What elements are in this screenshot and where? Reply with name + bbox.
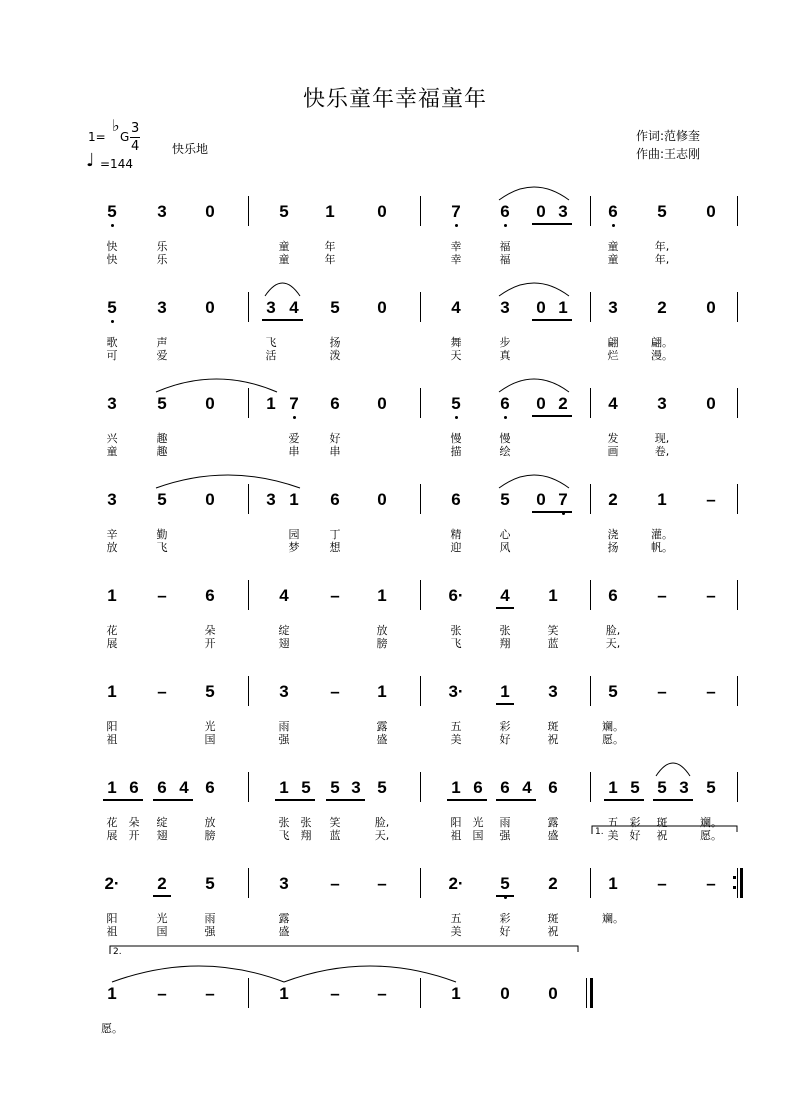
lyric-syllable: 福	[499, 240, 511, 253]
lyric-syllable: 美	[450, 733, 462, 746]
lyric-syllable: 天	[450, 349, 462, 362]
lyric-syllable: 天,	[605, 637, 621, 650]
lyric-syllable: 福	[499, 253, 511, 266]
lyric-syllable: 好	[499, 925, 511, 938]
note: 5	[101, 202, 123, 222]
lyric-syllable: 国	[156, 925, 168, 938]
volta-bracket	[592, 826, 737, 834]
lyric-syllable: 绽	[156, 816, 168, 829]
note: 5	[500, 490, 510, 509]
note: 4	[451, 298, 461, 317]
note: –	[706, 490, 716, 509]
lyric-syllable: 年,	[654, 253, 670, 266]
lyric-syllable: 放	[106, 541, 118, 554]
note: 0	[536, 394, 546, 413]
lyric-syllable: 开	[128, 829, 140, 842]
note: 4	[500, 586, 510, 605]
lyric-syllable: 放	[376, 624, 388, 637]
lyric-syllable: 斓。	[602, 912, 624, 925]
lyric-syllable: 梦	[288, 541, 300, 554]
note: 1	[377, 586, 387, 605]
note: –	[157, 586, 167, 605]
lyric-syllable: 五	[450, 912, 462, 925]
lyric-syllable: 盛	[376, 733, 388, 746]
lyric-syllable: 强	[204, 925, 216, 938]
lyric-syllable: 乐	[156, 253, 168, 266]
lyric-syllable: 乐	[156, 240, 168, 253]
lyric-syllable: 脸,	[605, 624, 621, 637]
lyric-syllable: 盛	[278, 925, 290, 938]
lyric-syllable: 迎	[450, 541, 462, 554]
note: 1	[608, 778, 618, 797]
note: –	[706, 682, 716, 701]
expression-marking: 快乐地	[172, 142, 209, 156]
lyric-syllable: 花	[106, 624, 118, 637]
lyric-syllable: 国	[472, 829, 484, 842]
lyric-syllable: 童	[278, 240, 290, 253]
slur	[156, 475, 300, 488]
lyric-syllable: 快	[106, 240, 118, 253]
lyric-syllable: 花	[106, 816, 118, 829]
note: 0	[536, 298, 546, 317]
lyric-syllable: 蓝	[329, 829, 341, 842]
lyric-syllable: 泼	[329, 349, 341, 362]
lyric-syllable: 烂	[607, 349, 619, 362]
note: 1	[289, 490, 299, 509]
note: 3·	[448, 682, 464, 701]
note: –	[706, 586, 716, 605]
note: –	[657, 682, 667, 701]
lyric-syllable: 活	[265, 349, 277, 362]
note: –	[706, 874, 716, 893]
lyric-syllable: 阳	[106, 912, 118, 925]
note: 5	[157, 490, 167, 509]
lyric-syllable: 彩	[629, 816, 641, 829]
note: 3	[500, 298, 510, 317]
note: 0	[205, 298, 215, 317]
lyric-syllable: 快	[106, 253, 118, 266]
lyric-syllable: 祝	[547, 925, 559, 938]
lyric-syllable: 膀	[376, 637, 388, 650]
note: 0	[706, 298, 716, 317]
note: 7	[552, 490, 574, 510]
lyric-syllable: 蓝	[547, 637, 559, 650]
note: 1	[325, 202, 335, 221]
lyric-syllable: 张	[499, 624, 511, 637]
lyric-syllable: 盛	[547, 829, 559, 842]
note: 1	[266, 394, 276, 413]
note: 3	[266, 490, 276, 509]
song-title: 快乐童年幸福童年	[302, 87, 487, 112]
quarter-note-icon: ♩	[86, 150, 95, 171]
lyric-syllable: 天,	[374, 829, 390, 842]
note: 5	[330, 778, 340, 797]
volta-bracket	[110, 946, 578, 954]
note: 3	[279, 874, 289, 893]
slur	[499, 187, 569, 200]
lyric-syllable: 五	[607, 816, 619, 829]
lyric-syllable: 童	[607, 253, 619, 266]
note: 2	[558, 394, 568, 413]
lyric-syllable: 愿。	[602, 733, 624, 746]
lyric-syllable: 爱	[156, 349, 168, 362]
note: 0	[706, 202, 716, 221]
lyric-syllable: 祖	[450, 829, 462, 842]
lyric-syllable: 强	[278, 733, 290, 746]
composer-credit: 作曲:王志刚	[636, 147, 701, 161]
lyric-syllable: 可	[106, 349, 118, 362]
lyric-syllable: 飞	[450, 637, 462, 650]
note: 6	[473, 778, 483, 797]
note: 6	[494, 202, 516, 222]
slur	[112, 966, 456, 982]
lyric-syllable: 笑	[547, 624, 559, 637]
note: 1	[107, 682, 117, 701]
lyric-syllable: 描	[450, 445, 462, 458]
lyric-syllable: 精	[450, 528, 462, 541]
lyric-syllable: 阳	[106, 720, 118, 733]
lyric-syllable: 漫。	[651, 349, 673, 362]
note: 1	[451, 778, 461, 797]
note: 4	[279, 586, 289, 605]
note: 1	[107, 984, 117, 1003]
note: 5	[377, 778, 387, 797]
lyric-syllable: 发	[607, 432, 619, 445]
lyric-syllable: 朵	[204, 624, 216, 637]
slur	[499, 475, 569, 488]
lyric-syllable: 展	[106, 637, 118, 650]
note: 4	[179, 778, 189, 797]
note: 1	[558, 298, 568, 317]
lyric-syllable: 翔	[300, 829, 312, 842]
slur	[499, 283, 569, 296]
note: –	[205, 984, 215, 1003]
slur	[499, 379, 569, 392]
lyric-syllable: 美	[607, 829, 619, 842]
lyric-syllable: 绘	[499, 445, 511, 458]
lyric-syllable: 灌。	[651, 528, 673, 541]
lyric-syllable: 扬	[607, 541, 619, 554]
note: 4	[522, 778, 532, 797]
note: 3	[107, 490, 117, 509]
note: 0	[377, 202, 387, 221]
lyric-syllable: 童	[106, 445, 118, 458]
note: –	[330, 984, 340, 1003]
note: 0	[377, 298, 387, 317]
note: 3	[279, 682, 289, 701]
lyric-syllable: 年	[324, 240, 336, 253]
key-prefix: 1=	[88, 130, 106, 144]
lyric-syllable: 张	[300, 816, 312, 829]
note: –	[657, 586, 667, 605]
lyric-syllable: 膀	[204, 829, 216, 842]
note: 3	[266, 298, 276, 317]
note: 5	[630, 778, 640, 797]
lyric-syllable: 绽	[278, 624, 290, 637]
note: 5	[494, 874, 516, 894]
note: 7	[445, 202, 467, 222]
lyric-syllable: 帆。	[651, 541, 673, 554]
lyricist-credit: 作词:范修奎	[636, 129, 701, 143]
note: 2	[657, 298, 667, 317]
key-letter: G	[120, 130, 130, 144]
lyric-syllable: 飞	[265, 336, 277, 349]
note: 6	[548, 778, 558, 797]
note: 6	[608, 586, 618, 605]
lyric-syllable: 童	[278, 253, 290, 266]
lyric-syllable: 浇	[607, 528, 619, 541]
note: 0	[377, 394, 387, 413]
lyric-syllable: 雨	[204, 912, 216, 925]
lyric-syllable: 露	[278, 912, 290, 925]
note: 6	[205, 778, 215, 797]
note: 0	[205, 394, 215, 413]
lyric-syllable: 现,	[654, 432, 670, 445]
tempo-marking: =144	[100, 157, 133, 171]
lyric-syllable: 想	[329, 541, 341, 554]
lyric-syllable: 趣	[156, 432, 168, 445]
volta-number: 2.	[113, 947, 122, 957]
note: 1	[377, 682, 387, 701]
note: 5	[657, 778, 667, 797]
lyric-syllable: 兴	[106, 432, 118, 445]
lyric-syllable: 阳	[450, 816, 462, 829]
note: 0	[205, 202, 215, 221]
lyric-syllable: 园	[288, 528, 300, 541]
note: 1	[548, 586, 558, 605]
lyric-syllable: 慢	[499, 432, 511, 445]
lyric-syllable: 光	[156, 912, 168, 925]
lyric-syllable: 翔	[499, 637, 511, 650]
note: 6	[129, 778, 139, 797]
time-signature-bottom: 4	[131, 139, 140, 154]
lyric-syllable: 展	[106, 829, 118, 842]
lyric-syllable: 步	[499, 336, 511, 349]
lyric-syllable: 飞	[278, 829, 290, 842]
note: 5	[445, 394, 467, 414]
note: 6	[500, 778, 510, 797]
lyric-syllable: 斑	[547, 912, 559, 925]
note: 6·	[448, 586, 464, 605]
note: 3	[548, 682, 558, 701]
lyric-syllable: 慢	[450, 432, 462, 445]
note: 4	[608, 394, 618, 413]
lyric-syllable: 舞	[450, 336, 462, 349]
lyric-syllable: 放	[204, 816, 216, 829]
note: 0	[377, 490, 387, 509]
lyric-syllable: 丁	[329, 528, 341, 541]
lyric-syllable: 光	[472, 816, 484, 829]
note: 6	[451, 490, 461, 509]
lyric-syllable: 翅	[156, 829, 168, 842]
note: 6	[602, 202, 624, 222]
lyric-syllable: 风	[499, 541, 511, 554]
lyric-syllable: 祝	[547, 733, 559, 746]
lyric-syllable: 串	[288, 445, 300, 458]
lyric-syllable: 美	[450, 925, 462, 938]
time-signature-top: 3	[131, 121, 140, 136]
note: 5	[301, 778, 311, 797]
note: –	[330, 586, 340, 605]
lyric-syllable: 好	[499, 733, 511, 746]
note: 2	[548, 874, 558, 893]
note: 6	[494, 394, 516, 414]
lyric-syllable: 愿。	[101, 1022, 123, 1035]
note: 3	[157, 202, 167, 221]
lyric-syllable: 斑	[656, 816, 668, 829]
note: 6	[205, 586, 215, 605]
lyric-syllable: 朵	[128, 816, 140, 829]
note: –	[377, 984, 387, 1003]
slur	[656, 763, 690, 776]
lyric-syllable: 好	[329, 432, 341, 445]
lyric-syllable: 斓。	[700, 816, 722, 829]
lyric-syllable: 祖	[106, 733, 118, 746]
note: 5	[205, 682, 215, 701]
lyric-syllable: 雨	[278, 720, 290, 733]
lyric-syllable: 雨	[499, 816, 511, 829]
note: 5	[205, 874, 215, 893]
note: 2·	[104, 874, 120, 893]
lyric-syllable: 串	[329, 445, 341, 458]
note: 5	[101, 298, 123, 318]
note: 5	[706, 778, 716, 797]
lyric-syllable: 开	[204, 637, 216, 650]
lyric-syllable: 童	[607, 240, 619, 253]
lyric-syllable: 张	[450, 624, 462, 637]
lyric-syllable: 爱	[288, 432, 300, 445]
lyric-syllable: 飞	[156, 541, 168, 554]
note: 5	[608, 682, 618, 701]
lyric-syllable: 强	[499, 829, 511, 842]
lyric-syllable: 张	[278, 816, 290, 829]
lyric-syllable: 年,	[654, 240, 670, 253]
note: 1	[107, 586, 117, 605]
note: 5	[279, 202, 289, 221]
note: 1	[279, 984, 289, 1003]
lyric-syllable: 心	[499, 528, 511, 541]
lyric-syllable: 声	[156, 336, 168, 349]
lyric-syllable: 幸	[450, 240, 462, 253]
lyric-syllable: 祖	[106, 925, 118, 938]
note: 3	[351, 778, 361, 797]
lyric-syllable: 趣	[156, 445, 168, 458]
note: 1	[279, 778, 289, 797]
lyric-syllable: 翅	[278, 637, 290, 650]
note: 3	[107, 394, 117, 413]
note: 3	[558, 202, 568, 221]
flat-icon: ♭	[112, 116, 120, 135]
note: 6	[330, 394, 340, 413]
lyric-syllable: 年	[324, 253, 336, 266]
note: 3	[157, 298, 167, 317]
note: 3	[608, 298, 618, 317]
note: –	[157, 984, 167, 1003]
note: 6	[157, 778, 167, 797]
note: 0	[548, 984, 558, 1003]
lyric-syllable: 真	[499, 349, 511, 362]
note: 0	[706, 394, 716, 413]
note: 5	[157, 394, 167, 413]
lyric-syllable: 愿。	[700, 829, 722, 842]
lyric-syllable: 五	[450, 720, 462, 733]
lyric-syllable: 光	[204, 720, 216, 733]
lyric-syllable: 好	[629, 829, 641, 842]
lyric-syllable: 斓。	[602, 720, 624, 733]
note: 5	[657, 202, 667, 221]
note: 3	[657, 394, 667, 413]
lyric-syllable: 露	[376, 720, 388, 733]
note: 1	[500, 682, 510, 701]
note: –	[657, 874, 667, 893]
note: –	[377, 874, 387, 893]
lyric-syllable: 翩。	[651, 336, 673, 349]
note: 0	[500, 984, 510, 1003]
lyric-syllable: 祝	[656, 829, 668, 842]
lyric-syllable: 卷,	[654, 445, 670, 458]
note: –	[330, 682, 340, 701]
lyric-syllable: 斑	[547, 720, 559, 733]
note: 0	[536, 490, 546, 509]
lyric-syllable: 露	[547, 816, 559, 829]
note: 0	[205, 490, 215, 509]
note: 2·	[448, 874, 464, 893]
lyric-syllable: 国	[204, 733, 216, 746]
lyric-syllable: 脸,	[374, 816, 390, 829]
note: 3	[679, 778, 689, 797]
lyric-syllable: 辛	[106, 528, 118, 541]
note: 1	[451, 984, 461, 1003]
note: 7	[283, 394, 305, 414]
lyric-syllable: 幸	[450, 253, 462, 266]
note: 5	[330, 298, 340, 317]
lyric-syllable: 彩	[499, 720, 511, 733]
note: 1	[608, 874, 618, 893]
lyric-syllable: 翩	[607, 336, 619, 349]
lyric-syllable: 笑	[329, 816, 341, 829]
note: –	[330, 874, 340, 893]
note: 0	[536, 202, 546, 221]
lyric-syllable: 扬	[329, 336, 341, 349]
slur	[156, 379, 277, 392]
note: 4	[289, 298, 299, 317]
lyric-syllable: 勤	[156, 528, 168, 541]
lyric-syllable: 歌	[106, 336, 118, 349]
note: 2	[608, 490, 618, 509]
lyric-syllable: 彩	[499, 912, 511, 925]
lyric-syllable: 画	[607, 445, 619, 458]
note: 6	[330, 490, 340, 509]
note: 1	[657, 490, 667, 509]
note: –	[157, 682, 167, 701]
note: 2	[157, 874, 167, 893]
slur	[265, 283, 300, 296]
note: 1	[107, 778, 117, 797]
volta-number: 1.	[595, 827, 604, 837]
